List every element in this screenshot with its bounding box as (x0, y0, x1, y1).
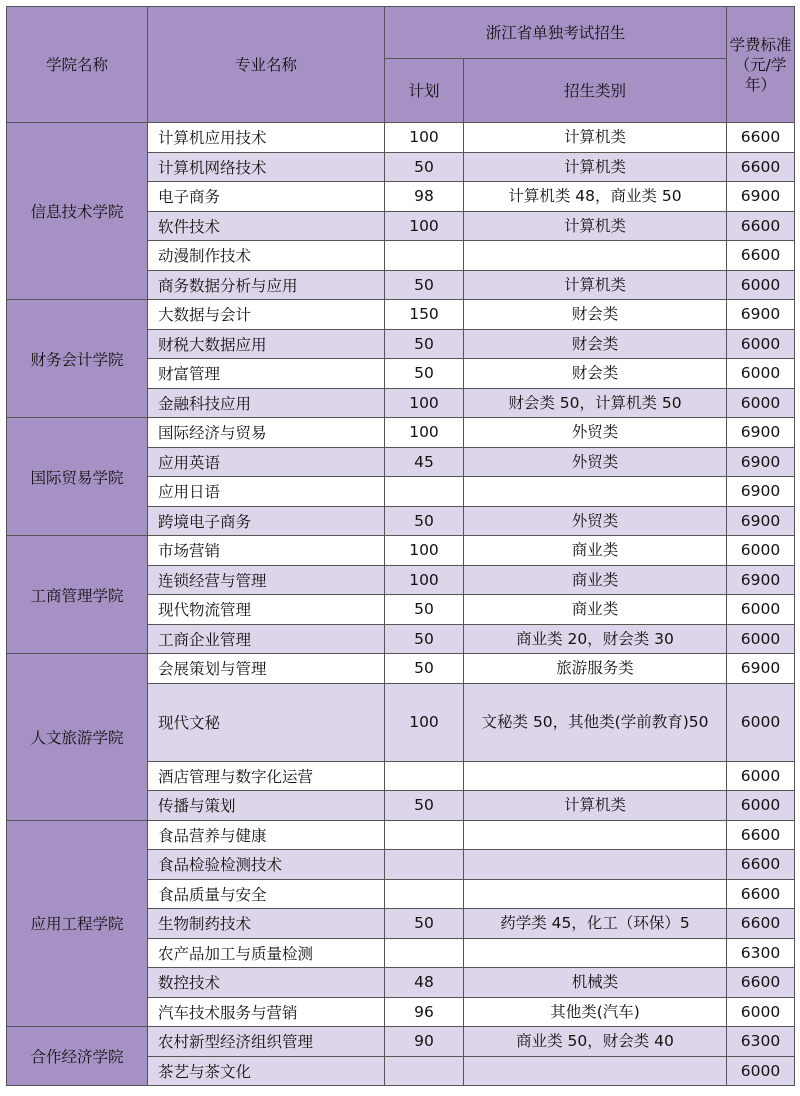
college-name: 工商管理学院 (7, 536, 148, 654)
plan-count: 100 (385, 123, 464, 153)
admission-table (6, 6, 795, 1086)
plan-count: 100 (385, 418, 464, 448)
plan-count: 50 (385, 791, 464, 821)
plan-count: 50 (385, 909, 464, 939)
table-row (7, 820, 795, 850)
plan-count (385, 241, 464, 271)
plan-count: 50 (385, 152, 464, 182)
enrollment-category: 药学类 45，化工（环保）5 (464, 909, 727, 939)
plan-count: 100 (385, 683, 464, 761)
plan-count: 50 (385, 624, 464, 654)
plan-count: 100 (385, 536, 464, 566)
enrollment-category: 计算机类 (464, 123, 727, 153)
enrollment-category: 其他类(汽车) (464, 997, 727, 1027)
enrollment-category (464, 1056, 727, 1086)
enrollment-category (464, 938, 727, 968)
table-row (7, 300, 795, 330)
table-row (7, 654, 795, 684)
major-name: 动漫制作技术 (148, 241, 385, 271)
tuition-fee: 6000 (727, 595, 795, 625)
enrollment-category: 财会类 50，计算机类 50 (464, 388, 727, 418)
plan-count: 50 (385, 654, 464, 684)
plan-count: 45 (385, 447, 464, 477)
enrollment-category (464, 241, 727, 271)
tuition-fee: 6600 (727, 152, 795, 182)
major-name: 酒店管理与数字化运营 (148, 761, 385, 791)
college-name: 财务会计学院 (7, 300, 148, 418)
tuition-fee: 6600 (727, 211, 795, 241)
header-exam-group: 浙江省单独考试招生 (385, 7, 727, 59)
header-plan: 计划 (385, 59, 464, 123)
tuition-fee: 6000 (727, 536, 795, 566)
college-name: 国际贸易学院 (7, 418, 148, 536)
major-name: 计算机网络技术 (148, 152, 385, 182)
header-major: 专业名称 (148, 7, 385, 123)
tuition-fee: 6600 (727, 241, 795, 271)
plan-count: 100 (385, 211, 464, 241)
tuition-fee: 6000 (727, 359, 795, 389)
tuition-fee: 6900 (727, 300, 795, 330)
major-name: 计算机应用技术 (148, 123, 385, 153)
major-name: 会展策划与管理 (148, 654, 385, 684)
major-name: 数控技术 (148, 968, 385, 998)
enrollment-category: 财会类 (464, 329, 727, 359)
plan-count (385, 820, 464, 850)
enrollment-category: 计算机类 (464, 152, 727, 182)
table-row (7, 123, 795, 153)
plan-count (385, 938, 464, 968)
major-name: 农村新型经济组织管理 (148, 1027, 385, 1057)
major-name: 市场营销 (148, 536, 385, 566)
enrollment-category: 外贸类 (464, 506, 727, 536)
plan-count: 100 (385, 388, 464, 418)
table-body (7, 123, 795, 1086)
plan-count: 100 (385, 565, 464, 595)
plan-count: 50 (385, 329, 464, 359)
tuition-fee: 6000 (727, 624, 795, 654)
major-name: 软件技术 (148, 211, 385, 241)
tuition-fee: 6000 (727, 683, 795, 761)
enrollment-category: 外贸类 (464, 418, 727, 448)
tuition-fee: 6900 (727, 447, 795, 477)
plan-count (385, 879, 464, 909)
plan-count: 50 (385, 270, 464, 300)
major-name: 现代文秘 (148, 683, 385, 761)
major-name: 工商企业管理 (148, 624, 385, 654)
major-name: 财税大数据应用 (148, 329, 385, 359)
major-name: 汽车技术服务与营销 (148, 997, 385, 1027)
enrollment-category: 商业类 (464, 536, 727, 566)
enrollment-category (464, 477, 727, 507)
tuition-fee: 6000 (727, 997, 795, 1027)
plan-count: 98 (385, 182, 464, 212)
plan-count: 96 (385, 997, 464, 1027)
major-name: 传播与策划 (148, 791, 385, 821)
tuition-fee: 6000 (727, 791, 795, 821)
tuition-fee: 6900 (727, 418, 795, 448)
enrollment-category (464, 850, 727, 880)
plan-count (385, 477, 464, 507)
plan-count: 50 (385, 359, 464, 389)
major-name: 财富管理 (148, 359, 385, 389)
major-name: 现代物流管理 (148, 595, 385, 625)
table-row (7, 418, 795, 448)
enrollment-category: 商业类 (464, 595, 727, 625)
college-name: 人文旅游学院 (7, 654, 148, 821)
plan-count (385, 761, 464, 791)
table-row (7, 536, 795, 566)
tuition-fee: 6600 (727, 820, 795, 850)
tuition-fee: 6600 (727, 879, 795, 909)
plan-count: 48 (385, 968, 464, 998)
header-category: 招生类别 (464, 59, 727, 123)
enrollment-category: 机械类 (464, 968, 727, 998)
major-name: 电子商务 (148, 182, 385, 212)
major-name: 连锁经营与管理 (148, 565, 385, 595)
enrollment-category (464, 820, 727, 850)
tuition-fee: 6900 (727, 654, 795, 684)
tuition-fee: 6300 (727, 938, 795, 968)
tuition-fee: 6600 (727, 968, 795, 998)
major-name: 应用英语 (148, 447, 385, 477)
enrollment-category: 商业类 50，财会类 40 (464, 1027, 727, 1057)
enrollment-category (464, 879, 727, 909)
enrollment-category: 财会类 (464, 359, 727, 389)
college-name: 信息技术学院 (7, 123, 148, 300)
major-name: 生物制药技术 (148, 909, 385, 939)
college-name: 合作经济学院 (7, 1027, 148, 1086)
tuition-fee: 6600 (727, 123, 795, 153)
major-name: 食品检验检测技术 (148, 850, 385, 880)
header-fee: 学费标准（元/学年） (727, 7, 795, 123)
major-name: 国际经济与贸易 (148, 418, 385, 448)
tuition-fee: 6000 (727, 329, 795, 359)
table-row (7, 1027, 795, 1057)
major-name: 茶艺与茶文化 (148, 1056, 385, 1086)
plan-count (385, 1056, 464, 1086)
major-name: 跨境电子商务 (148, 506, 385, 536)
college-name: 应用工程学院 (7, 820, 148, 1027)
tuition-fee: 6600 (727, 909, 795, 939)
enrollment-category: 财会类 (464, 300, 727, 330)
table-header (7, 7, 795, 123)
major-name: 应用日语 (148, 477, 385, 507)
tuition-fee: 6000 (727, 761, 795, 791)
enrollment-category: 商业类 20，财会类 30 (464, 624, 727, 654)
enrollment-category (464, 761, 727, 791)
major-name: 食品营养与健康 (148, 820, 385, 850)
tuition-fee: 6900 (727, 506, 795, 536)
tuition-fee: 6900 (727, 565, 795, 595)
enrollment-category: 计算机类 (464, 211, 727, 241)
enrollment-category: 计算机类 (464, 791, 727, 821)
enrollment-category: 计算机类 48，商业类 50 (464, 182, 727, 212)
enrollment-category: 旅游服务类 (464, 654, 727, 684)
enrollment-category: 文秘类 50，其他类(学前教育)50 (464, 683, 727, 761)
tuition-fee: 6000 (727, 388, 795, 418)
plan-count: 50 (385, 595, 464, 625)
major-name: 农产品加工与质量检测 (148, 938, 385, 968)
header-college: 学院名称 (7, 7, 148, 123)
major-name: 金融科技应用 (148, 388, 385, 418)
tuition-fee: 6000 (727, 270, 795, 300)
tuition-fee: 6900 (727, 477, 795, 507)
major-name: 食品质量与安全 (148, 879, 385, 909)
enrollment-category: 外贸类 (464, 447, 727, 477)
tuition-fee: 6300 (727, 1027, 795, 1057)
enrollment-category: 计算机类 (464, 270, 727, 300)
tuition-fee: 6900 (727, 182, 795, 212)
tuition-fee: 6600 (727, 850, 795, 880)
plan-count: 90 (385, 1027, 464, 1057)
plan-count (385, 850, 464, 880)
plan-count: 150 (385, 300, 464, 330)
major-name: 大数据与会计 (148, 300, 385, 330)
tuition-fee: 6000 (727, 1056, 795, 1086)
enrollment-category: 商业类 (464, 565, 727, 595)
plan-count: 50 (385, 506, 464, 536)
major-name: 商务数据分析与应用 (148, 270, 385, 300)
